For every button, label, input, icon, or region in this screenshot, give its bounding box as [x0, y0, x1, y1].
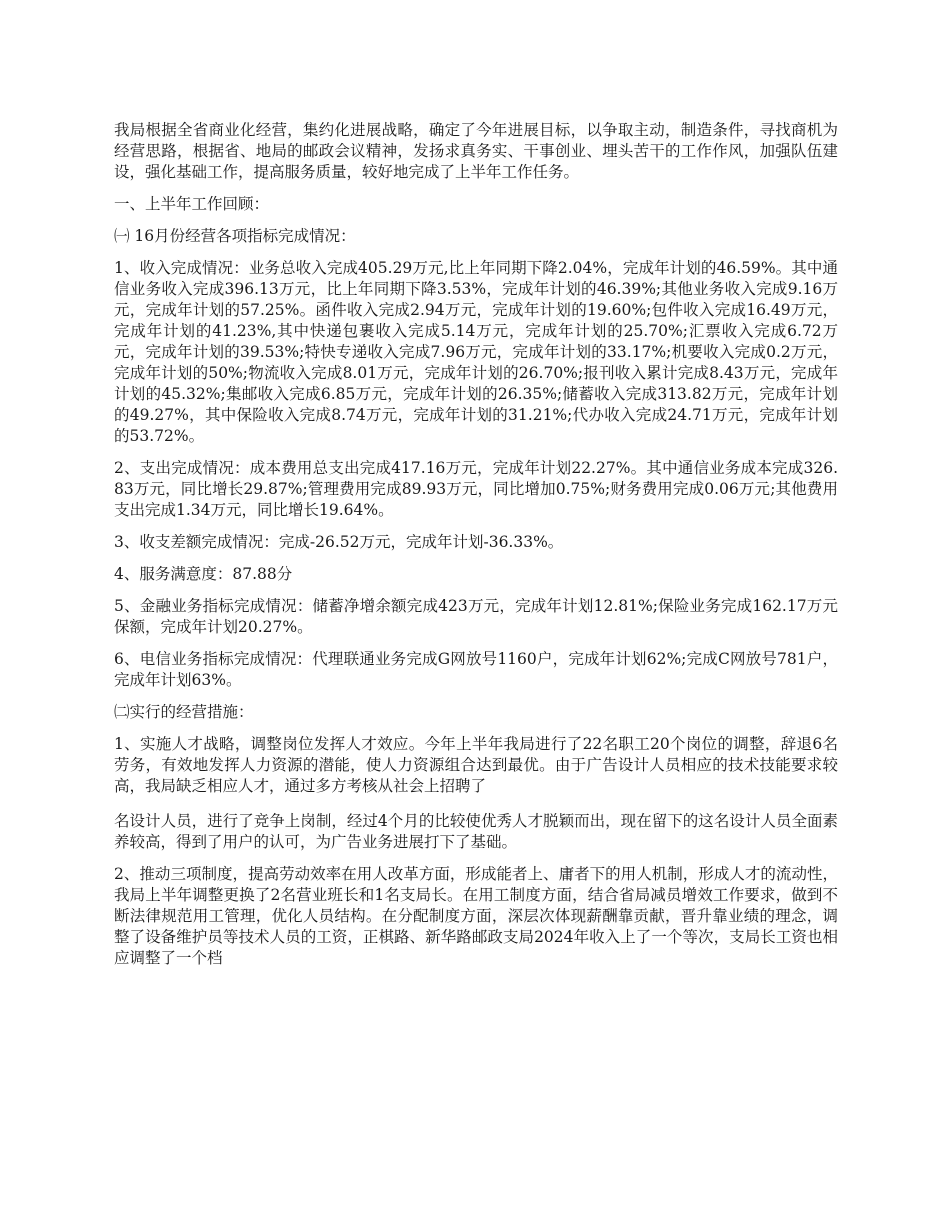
paragraph-three-systems: 2、推动三项制度，提高劳动效率在用人改革方面，形成能者上、庸者下的用人机制，形成人才的流动性，我局上半年调整更换了2名营业班长和1名支局长。在用工制度方面，结合省局减员增效工作要求，做到不断法律规范用工管理，优化人员结构。在分配制度方面，深层次体现薪酬靠贡献，晋升靠业绩的理念，调整了设备维护员等技术人员的工资，正棋路、新华路邮政支局2024年收入上了一个等次，支局长工资也相应调整了一个档 [114, 865, 838, 967]
paragraph-income: 1、收入完成情况：业务总收入完成405.29万元,比上年同期下降2.04%，完成年计划的46.59%。其中通信业务收入完成396.13万元，比上年同期下降3.53%，完成年计划的46.39%;其他业务收入完成9.16万元，完成年计划的57.25%。函件收入完成2.94万元，完成年计划的19.60%;包件收入完成16.49万元，完成年计划的41.23%,其中快递包裹收入完成5.14万元，完成年计划的25.70%;汇票收入完成6.72万元，完成年计划的39.53%;特快专递收入完成7.96万元，完成年计划的33.17%;机要收入完成0.2万元，完成年计划的50%;物流收入完成8.01万元，完成年计划的26.70%;报刊收入累计完成8.43万元，完成年计划的45.32%;集邮收入完成6.85万元，完成年计划的26.35%;储蓄收入完成313.82万元，完成年计划的49.27%，其中保险收入完成8.74万元，完成年计划的31.21%;代办收入完成24.71万元，完成年计划的53.72%。 [114, 259, 838, 445]
intro-paragraph: 我局根据全省商业化经营，集约化进展战略，确定了今年进展目标，以争取主动，制造条件，寻找商机为经营思路，根据省、地局的邮政会议精神，发扬求真务实、干事创业、埋头苦干的工作作风，加强队伍建设，强化基础工作，提高服务质量，较好地完成了上半年工作任务。 [114, 121, 838, 181]
subsection-heading-measures: ㈡实行的经营措施： [114, 703, 254, 721]
paragraph-talent-strategy: 1、实施人才战略，调整岗位发挥人才效应。今年上半年我局进行了22名职工20个岗位的调整，辞退6名劳务，有效地发挥人力资源的潜能，使人力资源组合达到最优。由于广告设计人员相应的技术技能要求较高，我局缺乏相应人才，通过多方考核从社会上招聘了 [114, 735, 838, 795]
paragraph-telecom: 6、电信业务指标完成情况：代理联通业务完成G网放号1160户，完成年计划62%;完成C网放号781户，完成年计划63%。 [114, 650, 838, 689]
paragraph-balance: 3、收支差额完成情况：完成-26.52万元，完成年计划-36.33%。 [114, 533, 564, 551]
paragraph-satisfaction: 4、服务满意度：87.88分 [114, 565, 293, 583]
section-heading-review: 一、上半年工作回顾： [114, 195, 270, 213]
subsection-heading-indicators: ㈠ 16月份经营各项指标完成情况： [114, 227, 356, 245]
paragraph-expenditure: 2、支出完成情况：成本费用总支出完成417.16万元，完成年计划22.27%。其中通信业务成本完成326.83万元，同比增长29.87%;管理费用完成89.93万元，同比增加0.75%;财务费用完成0.06万元;其他费用支出完成1.34万元，同比增长19.64%。 [114, 459, 838, 519]
paragraph-finance: 5、金融业务指标完成情况：储蓄净增余额完成423万元，完成年计划12.81%;保险业务完成162.17万元保额，完成年计划20.27%。 [114, 597, 838, 636]
document-body [114, 120, 838, 980]
paragraph-talent-continued: 名设计人员，进行了竞争上岗制，经过4个月的比较使优秀人才脱颖而出，现在留下的这名设计人员全面素养较高，得到了用户的认可，为广告业务进展打下了基础。 [114, 812, 838, 851]
